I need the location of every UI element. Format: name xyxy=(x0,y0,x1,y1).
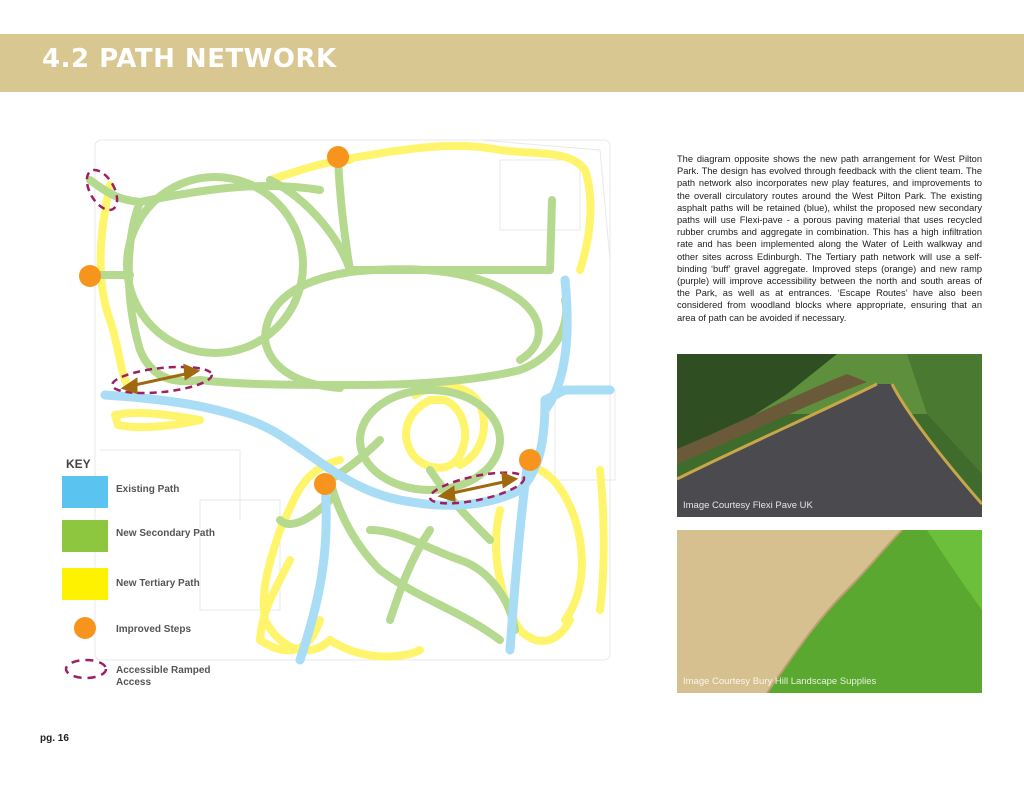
page-number: pg. 16 xyxy=(40,733,69,744)
gravel-grass-image xyxy=(677,530,982,693)
ramped-access-symbol xyxy=(62,657,110,681)
improved-steps-dot xyxy=(74,617,96,639)
step-east xyxy=(519,449,541,471)
tertiary-path-swatch xyxy=(62,568,108,600)
flexi-pave-photo xyxy=(677,354,982,517)
key-label-improved-steps: Improved Steps xyxy=(116,624,192,635)
step-south xyxy=(314,473,336,495)
title-banner xyxy=(0,34,1024,92)
page-title: 4.2 PATH NETWORK xyxy=(42,44,337,74)
gravel-grass-photo xyxy=(677,530,982,693)
gravel-grass-caption: Image Courtesy Bury Hill Landscape Supplies xyxy=(683,676,877,687)
flexi-pave-caption: Image Courtesy Flexi Pave UK xyxy=(683,500,813,511)
flexi-pave-image xyxy=(677,354,982,517)
step-north xyxy=(327,146,349,168)
secondary-path-swatch xyxy=(62,520,108,552)
description-text: The diagram opposite shows the new path arrangement for West Pilton Park. The design has evolved through feedback with the client team. The path network also incorporates new play features, and improvements to the overall circulatory routes around the West Pilton Park. The existing asphalt paths will be retained (blue), whilst the proposed new secondary paths will use Flexi-pave - a porous paving material that uses recycled rubber crumbs and aggregate in combination. This has a high infiltration rate and has been implemented along the Water of Leith walkway and other sites across Edinburgh. The Tertiary path network will use a self-binding ‘buff’ gravel aggregate. Improved steps (orange) and new ramp (purple) will improve accessibility between the north and south areas of the Park, as well as at entrances. ‘Escape Routes’ have also been considered from woodland blocks where appropriate, ensuring that an area of path can be avoided if necessary. xyxy=(677,154,982,323)
key-label-existing-path: Existing Path xyxy=(116,484,180,495)
key-title: KEY xyxy=(66,457,91,471)
path-network-map xyxy=(40,120,660,710)
key-label-ramped-access: Accessible Ramped Access xyxy=(116,665,211,688)
key-label-tertiary-path: New Tertiary Path xyxy=(116,578,200,589)
key-label-secondary-path: New Secondary Path xyxy=(116,528,215,539)
step-west xyxy=(79,265,101,287)
existing-path-swatch xyxy=(62,476,108,508)
